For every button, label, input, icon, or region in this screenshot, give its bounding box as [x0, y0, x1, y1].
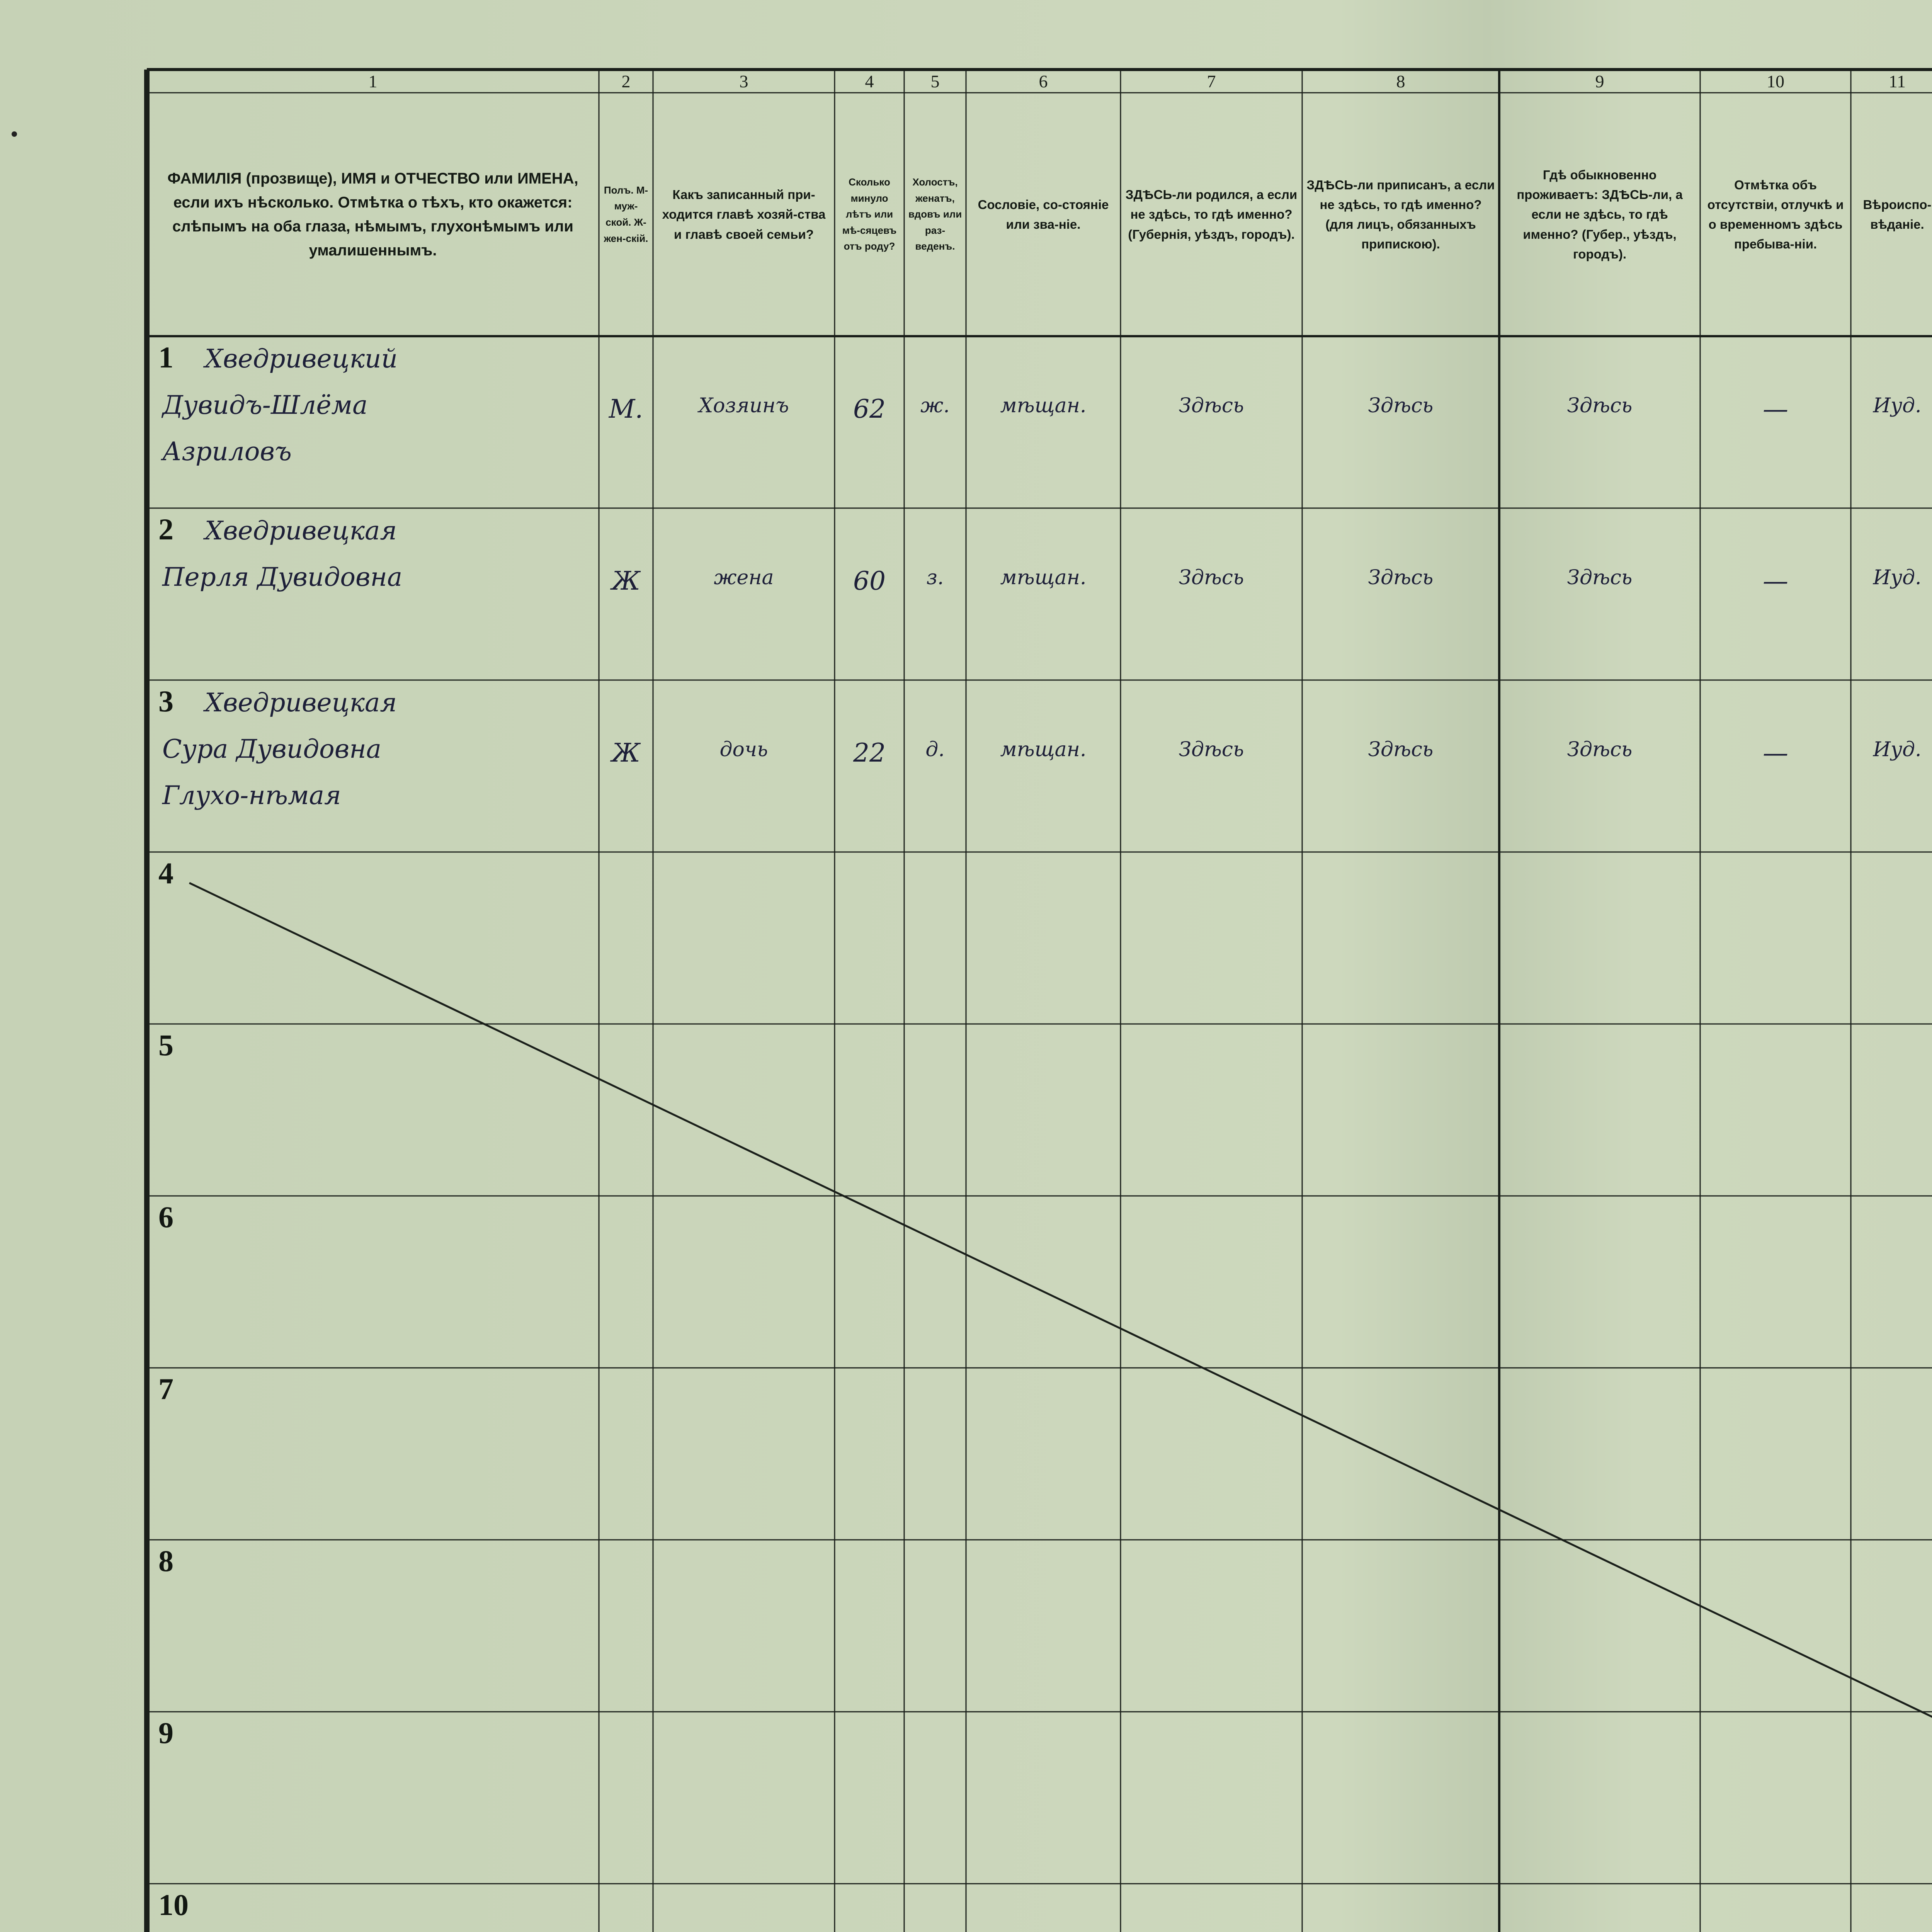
header-c9: Гдѣ обыкновенно проживаетъ: ЗДѢСЬ-ли, а если не здѣсь, то гдѣ именно? (Губер., уѣздъ, городъ). — [1517, 168, 1683, 261]
entry-sex: М. — [609, 394, 643, 424]
entry-registered: Здѣсь — [1368, 566, 1434, 589]
column-number: 2 — [621, 71, 631, 91]
entry-relation: жена — [714, 566, 774, 589]
entry-absence: — — [1763, 566, 1788, 596]
person-name-line: Хведривецкая — [205, 516, 397, 546]
row-number: 3 — [158, 684, 173, 718]
entry-marital: ж. — [920, 394, 950, 417]
row-number: 7 — [158, 1372, 173, 1406]
header-c2: Полъ. М-муж-ской. Ж-жен-скій. — [604, 184, 648, 244]
entry-religion: Иуд. — [1873, 738, 1922, 761]
row-number: 10 — [158, 1888, 189, 1922]
row-number: 5 — [158, 1028, 173, 1062]
entry-registered: Здѣсь — [1368, 738, 1434, 761]
header-c7: ЗДѢСЬ-ли родился, а если не здѣсь, то гдѣ именно? (Губернія, уѣздъ, городъ). — [1125, 187, 1298, 242]
person-name-line: Хведривецкий — [205, 344, 398, 374]
entry-estate: мѣщан. — [1000, 738, 1087, 761]
entry-resides: Здѣсь — [1567, 566, 1633, 589]
column-number: 1 — [368, 71, 378, 91]
header-c3: Какъ записанный при-ходится главѣ хозяй-ства и главѣ своей семьи? — [662, 187, 826, 242]
entry-estate: мѣщан. — [1000, 394, 1087, 417]
row-number: 6 — [158, 1200, 173, 1234]
header-c8: ЗДѢСЬ-ли приписанъ, а если не здѣсь, то гдѣ именно? (для лицъ, обязанныхъ припискою). — [1306, 177, 1495, 252]
column-number: 5 — [930, 71, 940, 91]
entry-marital: д. — [925, 738, 945, 761]
row-number: 4 — [158, 856, 173, 890]
entry-sex: Ж — [611, 566, 641, 596]
person-name-line: Сура Дувидовна — [162, 734, 382, 764]
entry-resides: Здѣсь — [1567, 738, 1633, 761]
header-c5: Холостъ, женатъ, вдовъ или раз-веденъ. — [908, 176, 962, 252]
entry-sex: Ж — [611, 738, 641, 768]
column-number: 7 — [1207, 71, 1216, 91]
entry-registered: Здѣсь — [1368, 394, 1434, 417]
column-number: 3 — [739, 71, 748, 91]
entry-age: 62 — [853, 394, 886, 424]
cancel-diagonal — [189, 883, 1932, 1932]
header-c1: ФАМИЛІЯ (прозвище), ИМЯ и ОТЧЕСТВО или ИМЕНА, если ихъ нѣсколько. Отмѣтка о тѣхъ, кто окажется: слѣпымъ на оба глаза, нѣмымъ, глухонѣмымъ или умалишеннымъ. — [167, 170, 578, 259]
person-name-line: Азриловъ — [162, 437, 292, 466]
entry-absence: — — [1763, 738, 1788, 768]
column-number: 10 — [1767, 71, 1784, 91]
entry-born: Здѣсь — [1179, 394, 1244, 417]
entry-estate: мѣщан. — [1000, 566, 1087, 589]
column-number: 9 — [1595, 71, 1604, 91]
column-number: 11 — [1888, 71, 1906, 91]
row-number: 1 — [158, 340, 173, 374]
entry-relation: дочь — [719, 738, 768, 761]
row-number: 9 — [158, 1716, 173, 1750]
column-number: 4 — [865, 71, 874, 91]
entry-born: Здѣсь — [1179, 738, 1244, 761]
row-number: 8 — [158, 1544, 173, 1578]
entry-religion: Иуд. — [1873, 566, 1922, 589]
column-number: 8 — [1396, 71, 1405, 91]
entry-relation: Хозяинъ — [699, 394, 789, 417]
row-number: 2 — [158, 512, 173, 546]
header-c4: Сколько минуло лѣтъ или мѣ-сяцевъ отъ роду? — [842, 176, 897, 252]
header-c11: Вѣроиспо-вѣданіе. — [1863, 197, 1932, 231]
entry-age: 22 — [853, 738, 886, 768]
person-name-line: Дувидъ-Шлёма — [162, 390, 368, 420]
person-name-line: Хведривецкая — [205, 688, 397, 718]
entry-absence: — — [1763, 394, 1788, 424]
entry-marital: з. — [926, 566, 944, 589]
column-number: 6 — [1039, 71, 1048, 91]
header-c6: Сословіе, со-стояніе или зва-ніе. — [978, 197, 1109, 231]
entry-resides: Здѣсь — [1567, 394, 1633, 417]
entry-age: 60 — [853, 566, 886, 596]
header-c10: Отмѣтка объ отсутствіи, отлучкѣ и о временномъ здѣсь пребыва-ніи. — [1707, 177, 1844, 252]
entry-religion: Иуд. — [1873, 394, 1922, 417]
person-name-line: Перля Дувидовна — [162, 562, 403, 592]
entry-born: Здѣсь — [1179, 566, 1244, 589]
person-name-line: Глухо-нѣмая — [162, 781, 341, 810]
